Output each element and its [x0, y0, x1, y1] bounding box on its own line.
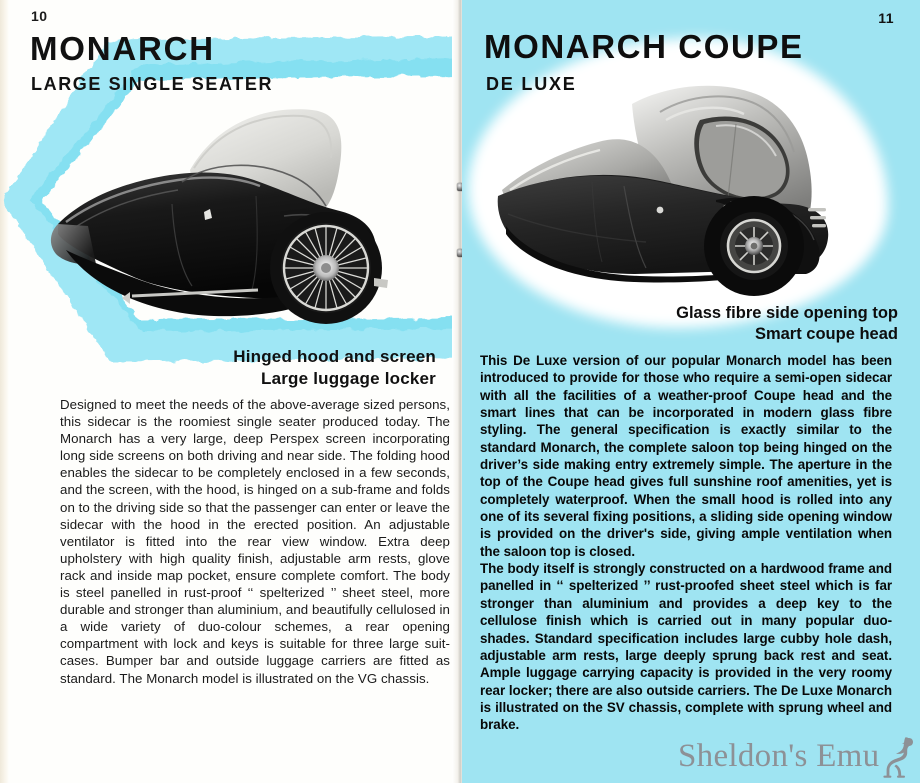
right-body-paragraph-2: The body itself is strongly constructed on a hardwood frame and panelled in ‘‘ spelterized ’’ rust-proofed sheet steel which is far stronger than aluminium and provides a deep key to the cellulose finish which is carried out in many popular duo-shades. Standard specification includes large cubby hole dash, adjustable arm rests, large deeply sprung back rest and seat. Ample luggage carrying capacity is provided in the very roomy rear locker; there are also outside carriers. The De Luxe Monarch is illustrated on the SV chassis, complete with sprung wheel and brake. [480, 561, 892, 733]
right-photo-caption [462, 303, 908, 346]
watermark [678, 738, 920, 783]
watermark-text: Sheldon's Emu [678, 738, 880, 774]
right-body-text [480, 352, 892, 734]
right-page [462, 0, 920, 783]
emu-silhouette-icon [878, 734, 918, 783]
right-page-subtitle: DE LUXE [486, 74, 577, 94]
left-caption-line-2: Large luggage locker [261, 368, 436, 388]
monarch-sidecar-photo [44, 100, 424, 345]
left-page [0, 0, 458, 783]
left-page-title: MONARCH [30, 30, 215, 67]
left-page-number: 10 [31, 8, 48, 24]
left-body-text: Designed to meet the needs of the above-average sized persons, this sidecar is the roomiest single seater produced today. The Monarch has a very large, deep Perspex screen incorporating long side screens on both driving and near side. The folding hood enables the sidecar to be completely enclosed in a few seconds, and the screen, with the hood, is hinged on a sub-frame and folds on to the driving side so that the passenger can enter or leave the sidecar with the hood in the erected position. An adjustable ventilator is fitted into the rear view window. Extra deep upholstery with high quality finish, adjustable arm rests, glove rack and inside map pocket, ensure complete comfort. The body is steel panelled in rust-proof ‘‘ spelterized ’’ sheet steel, more durable and stronger than aluminium, and beautifully cellulosed in a wide variety of duo-colour schemes, a rear opening compartment with lock and keys is suitable for three large suit-cases. Bumper bar and outside luggage carriers are fitted as standard. The Monarch model is illustrated on the VG chassis. [60, 397, 450, 686]
right-caption-line-1: Glass fibre side opening top [676, 304, 898, 322]
right-page-number: 11 [878, 10, 894, 26]
left-page-subtitle: LARGE SINGLE SEATER [31, 74, 274, 94]
monarch-coupe-photo [484, 78, 874, 306]
right-body-paragraph-1: This De Luxe version of our popular Monarch model has been introduced to provide for those who require a semi-open sidecar with all the facilities of a weather-proof Coupe head and the smart lines that can be incorporated in modern glass fibre styling. The general specification is exactly similar to the standard Monarch, the complete saloon top being hinged on the driver’s side making entry extremely simple. The aperture in the top of the Coupe head gives full sunshine roof amenities, yet is completely waterproof. When the small hood is rolled into any one of its several fixing positions, a sliding side opening window is provided on the driver's side, giving ample ventilation when the saloon top is closed. [480, 353, 892, 559]
left-caption-line-1: Hinged hood and screen [233, 347, 436, 366]
right-caption-line-2: Smart coupe head [754, 325, 898, 344]
right-page-title: MONARCH COUPE [484, 28, 804, 65]
left-photo-caption [0, 346, 448, 390]
